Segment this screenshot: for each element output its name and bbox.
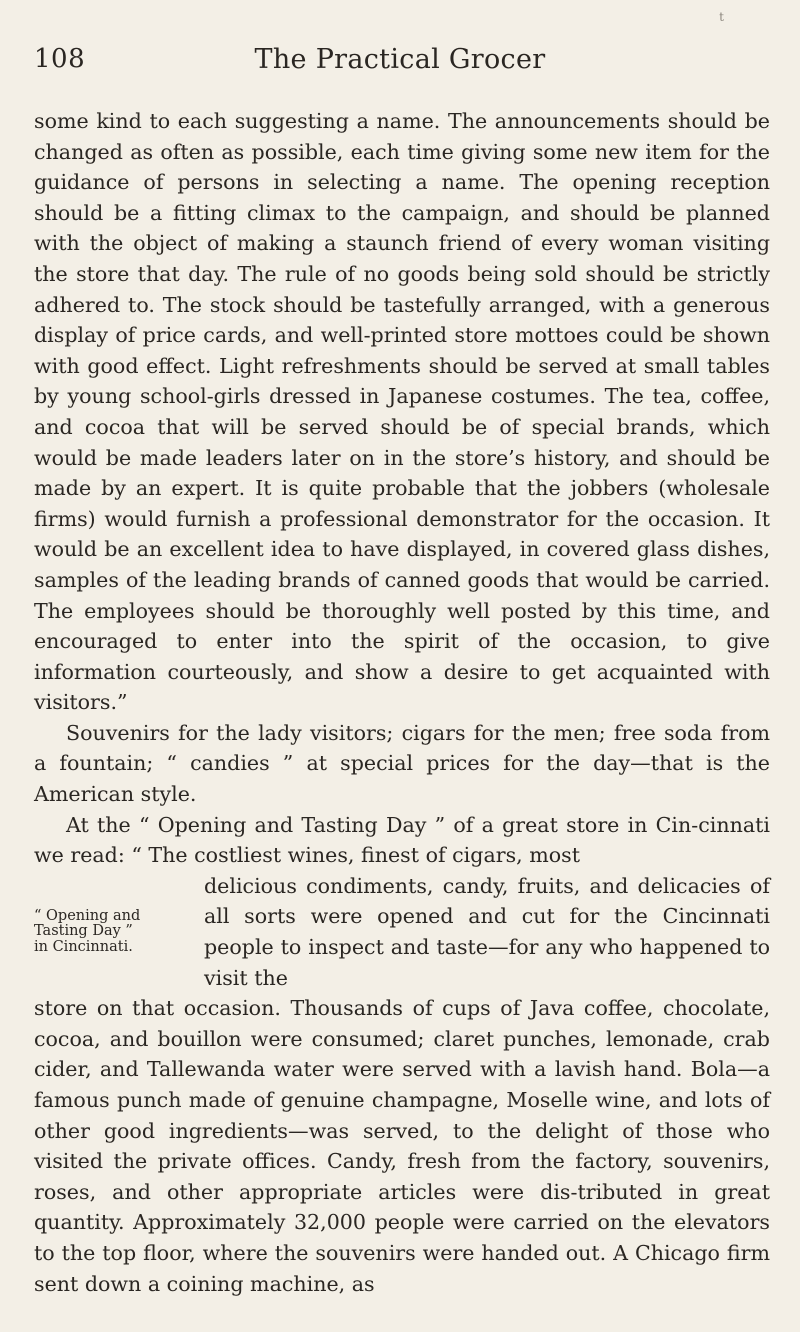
paragraph-3-intro: At the “ Opening and Tasting Day ” of a great store in Cin-cinnati we read: “ The costliest wines, finest of cigars, most xyxy=(34,812,770,868)
margin-note-line: “ Opening and xyxy=(34,907,141,924)
paragraph-2: Souvenirs for the lady visitors; cigars for the men; free soda from a fountain; “ candies ” at special prices for the day—that is the American style. xyxy=(34,720,770,807)
page-header xyxy=(32,10,768,80)
paragraph-3-beside-note: delicious condiments, candy, fruits, and delicacies of all sorts were opened and cut for the Cincinnati people to inspect and taste—for any who happened to visit the xyxy=(204,873,770,990)
margin-note-line: in Cincinnati. xyxy=(34,938,133,955)
paragraph-1: some kind to each suggesting a name. The announcements should be changed as often as possible, each time giving some new item for the guidance of persons in selecting a name. The opening reception should be a fitting climax to the campaign, and should be planned with the object of making a staunch friend of every woman visiting the store that day. The rule of no goods being sold should be strictly adhered to. The stock should be tastefully arranged, with a generous display of price cards, and well-printed store mottoes could be shown with good effect. Light refreshments should be served at small tables by young school-girls dressed in Japanese costumes. The tea, coffee, and cocoa that will be served should be of special brands, which would be made leaders later on in the store’s history, and should be made by an expert. It is quite probable that the jobbers (wholesale firms) would furnish a professional demonstrator for the occasion. It would be an excellent idea to have displayed, in covered glass dishes, samples of the leading brands of canned goods that would be carried. The employees should be thoroughly well posted by this time, and encouraged to enter into the spirit of the occasion, to give information courteously, and show a desire to get acquainted with visitors.” xyxy=(34,109,770,715)
margin-note xyxy=(34,871,204,956)
running-title: The Practical Grocer xyxy=(254,44,546,75)
paragraph-3-rest: store on that occasion. Thousands of cups of Java coffee, chocolate, cocoa, and bouillon were consumed; claret punches, lemonade, crab cider, and Tallewanda water were served with a lavish hand. Bola—a famous punch made of genuine champagne, Moselle wine, and lots of other good ingredients—was served, to the delight of those who visited the private offices. Candy, fresh from the factory, souvenirs, roses, and other appropriate articles were dis-tributed in great quantity. Approximately 32,000 people were carried on the elevators to the top floor, where the souvenirs were handed out. A Chicago firm sent down a coining machine, as xyxy=(34,996,770,1296)
margin-note-line: Tasting Day ” xyxy=(34,923,133,940)
sidenote-block xyxy=(34,871,770,993)
corner-mark: t xyxy=(719,10,724,24)
page-number: 108 xyxy=(34,44,86,74)
body-text xyxy=(34,106,770,1299)
